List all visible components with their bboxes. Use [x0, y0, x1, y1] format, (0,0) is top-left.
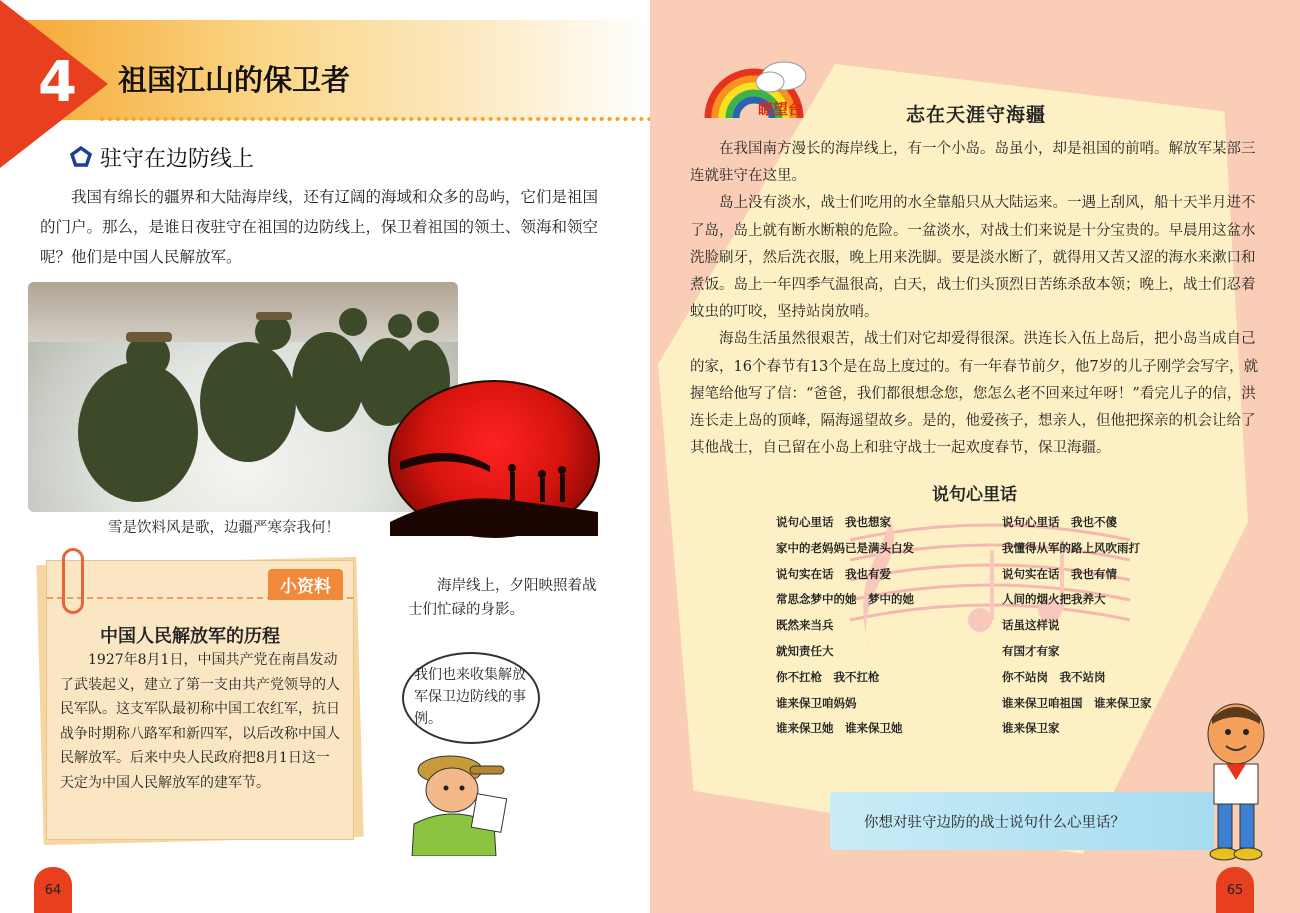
poem-line: 人间的烟火把我养大	[1002, 592, 1106, 607]
poem-line: 你不站岗 我不站岗	[1002, 669, 1106, 684]
chapter-number: 4	[38, 50, 77, 115]
photo-caption-sunset: 海岸线上，夕阳映照着战士们忙碌的身影。	[408, 578, 597, 618]
poem-line: 谁来保卫咱祖国 谁来保卫家	[1002, 695, 1152, 710]
chapter-title: 祖国江山的保卫者	[118, 63, 351, 97]
poem-line: 谁来保卫家	[1002, 721, 1060, 736]
poem-line: 谁来保卫咱妈妈	[776, 695, 857, 710]
story-paragraph: 海岛生活虽然很艰苦，战士们对它却爱得很深。洪连长入伍上岛后，把小岛当成自己的家，16个春节有13个是在岛上度过的。有一年春节前夕，他7岁的儿子刚学会写字，就握笔给他写了信：“爸爸，我们都很想念您，您怎么老不回来过年呀！”看完儿子的信，洪连长走上岛的顶峰，隔海遥望故乡。是的，他爱孩子，想亲人，但他把探亲的机会让给了其他战士，自己留在小岛上和驻守战士一起欢度春节，保卫海疆。	[690, 331, 1259, 457]
poem-line: 有国才有家	[1002, 643, 1060, 658]
poem-line: 既然来当兵	[776, 618, 834, 633]
poem-line: 常思念梦中的她 梦中的她	[776, 592, 914, 607]
paperclip-icon	[62, 548, 84, 614]
poem-line: 我懂得从军的路上风吹雨打	[1002, 540, 1140, 555]
poem-line: 谁来保卫她 谁来保卫她	[776, 721, 903, 736]
right-page	[650, 0, 1300, 913]
info-title: 中国人民解放军的历程	[100, 626, 280, 647]
poem-left-column	[776, 510, 914, 742]
intro-paragraph: 我国有绵长的疆界和大陆海岸线，还有辽阔的海域和众多的岛屿，它们是祖国的门户。那么，是谁日夜驻守在祖国的边防线上，保卫着祖国的领土、领海和领空呢？他们是中国人民解放军。	[40, 188, 599, 266]
info-tag: 小资料	[268, 569, 343, 600]
sunset-soldiers-photo	[388, 380, 600, 538]
poem-right-column	[1002, 510, 1152, 742]
page-number-left: 64	[34, 867, 72, 913]
story-paragraph: 在我国南方漫长的海岸线上，有一个小岛。岛虽小，却是祖国的前哨。解放军某部三连就驻守在这里。	[690, 141, 1256, 185]
photo-caption-snow: 雪是饮料风是歌，边疆严寒奈我何！	[108, 520, 340, 536]
speech-bubble-text: 我们也来收集解放军保卫边防线的事例。	[414, 667, 526, 727]
page-number-right: 65	[1216, 867, 1254, 913]
poem-line: 说句实在话 我也有爱	[776, 566, 891, 581]
poem-line: 你不扛枪 我不扛枪	[776, 669, 880, 684]
dotted-divider	[100, 117, 650, 121]
info-body: 1927年8月1日，中国共产党在南昌发动了武装起义，建立了第一支由共产党领导的人民军队。这支军队最初称中国工农红军，抗日战争时期称八路军和新四军，以后改称中国人民解放军。后来中央人民政府把8月1日这一天定为中国人民解放军的建军节。	[60, 652, 340, 791]
poem-line: 说句心里话 我也想家	[776, 515, 891, 529]
poem-line: 就知责任大	[776, 643, 834, 658]
cartoon-pioneer-boy	[1190, 700, 1280, 862]
story-paragraph: 岛上没有淡水，战士们吃用的水全靠船只从大陆运来。一遇上刮风，船十天半月进不了岛，岛上就有断水断粮的危险。一盆淡水，对战士们来说是十分宝贵的。早晨用这盆水洗脸刷牙，然后洗衣服，晚上用来洗脚。要是淡水断了，就得用又苦又涩的海水来漱口和煮饭。岛上一年四季气温很高，白天，战士们头顶烈日苦练杀敌本领；晚上，战士们忍着蚊虫的叮咬，坚持站岗放哨。	[690, 195, 1256, 321]
poem-line: 话虽这样说	[1002, 618, 1060, 633]
poem-title: 说句心里话	[932, 485, 1017, 505]
pentagon-bullet-icon	[70, 146, 92, 168]
section-title: 驻守在边防线上	[100, 147, 255, 172]
story-text	[690, 136, 1262, 462]
cartoon-boy-reading	[404, 740, 516, 856]
section-badge: 瞭望台	[758, 100, 804, 118]
question-text: 你想对驻守边防的战士说句什么心里话？	[864, 815, 1125, 831]
story-title: 志在天涯守海疆	[906, 104, 1047, 126]
poem-line: 说句心里话 我也不傻	[1002, 515, 1117, 529]
poem-line: 家中的老妈妈已是满头白发	[776, 540, 914, 555]
poem-line: 说句实在话 我也有情	[1002, 566, 1117, 581]
